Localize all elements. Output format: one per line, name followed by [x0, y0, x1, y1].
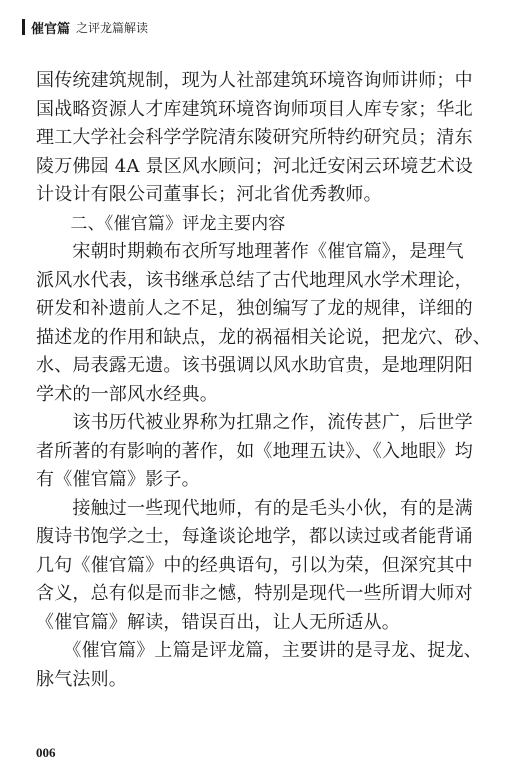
text-line: 该书历代被业界称为扛鼎之作，流传甚广，后世学 [36, 412, 473, 433]
body-text [36, 67, 506, 694]
text-line: 研发和补遗前人之不足，独创编写了龙的规律，详细的 [36, 298, 473, 319]
text-line: 有《催官篇》影子。 [36, 469, 200, 490]
text-line: 接触过一些现代地师，有的是毛头小伙，有的是满 [36, 497, 473, 519]
text-line: 国战略资源人才库建筑环境咨询师项目人库专家；华北 [36, 98, 473, 120]
text-line: 宋朝时期赖布衣所写地理著作《催官篇》，是理气 [36, 241, 464, 262]
header-rule [22, 19, 25, 35]
text-line: 国传统建筑规制，现为人社部建筑环境咨询师讲师；中 [36, 70, 473, 91]
text-line: 水、局表露无遗。该书强调以风水助官贵，是地理阴阳 [36, 355, 473, 376]
section-heading: 二、《催官篇》评龙主要内容 [36, 213, 286, 234]
header-subtitle: 之评龙篇解读 [76, 20, 149, 35]
text-line: 者所著的有影响的著作，如《地理五诀》、《入地眼》均 [36, 440, 473, 462]
text-line: 派风水代表，该书继承总结了古代地理风水学术理论， [36, 269, 473, 291]
text-line: 计设计有限公司董事长；河北省优秀教师。 [36, 184, 382, 205]
text-line: 学术的一部风水经典。 [36, 383, 218, 405]
text-line: 《催官篇》上篇是评龙篇，主要讲的是寻龙、捉龙、 [36, 640, 482, 661]
page-number: 006 [36, 745, 56, 760]
text-line: 脉气法则。 [36, 668, 127, 690]
text-line: 理工大学社会科学学院清东陵研究所特约研究员；清东 [36, 127, 473, 148]
text-line: 腹诗书饱学之士，每逢谈论地学，都以读过或者能背诵 [36, 526, 473, 547]
text-line: 陵万佛园 4A 景区风水顾问；河北迁安闲云环境艺术设 [36, 155, 474, 177]
text-line: 描述龙的作用和缺点，龙的祸福相关论说，把龙穴、砂、 [36, 326, 491, 348]
running-header [22, 17, 148, 37]
text-line: 《催官篇》解读，错误百出，让人无所适从。 [36, 611, 400, 633]
text-line: 含义，总有似是而非之憾，特别是现代一些所谓大师对 [36, 583, 473, 604]
header-book-title: 催官篇 [31, 21, 71, 37]
text-line: 几句《催官篇》中的经典语句，引以为荣，但深究其中 [36, 554, 473, 576]
